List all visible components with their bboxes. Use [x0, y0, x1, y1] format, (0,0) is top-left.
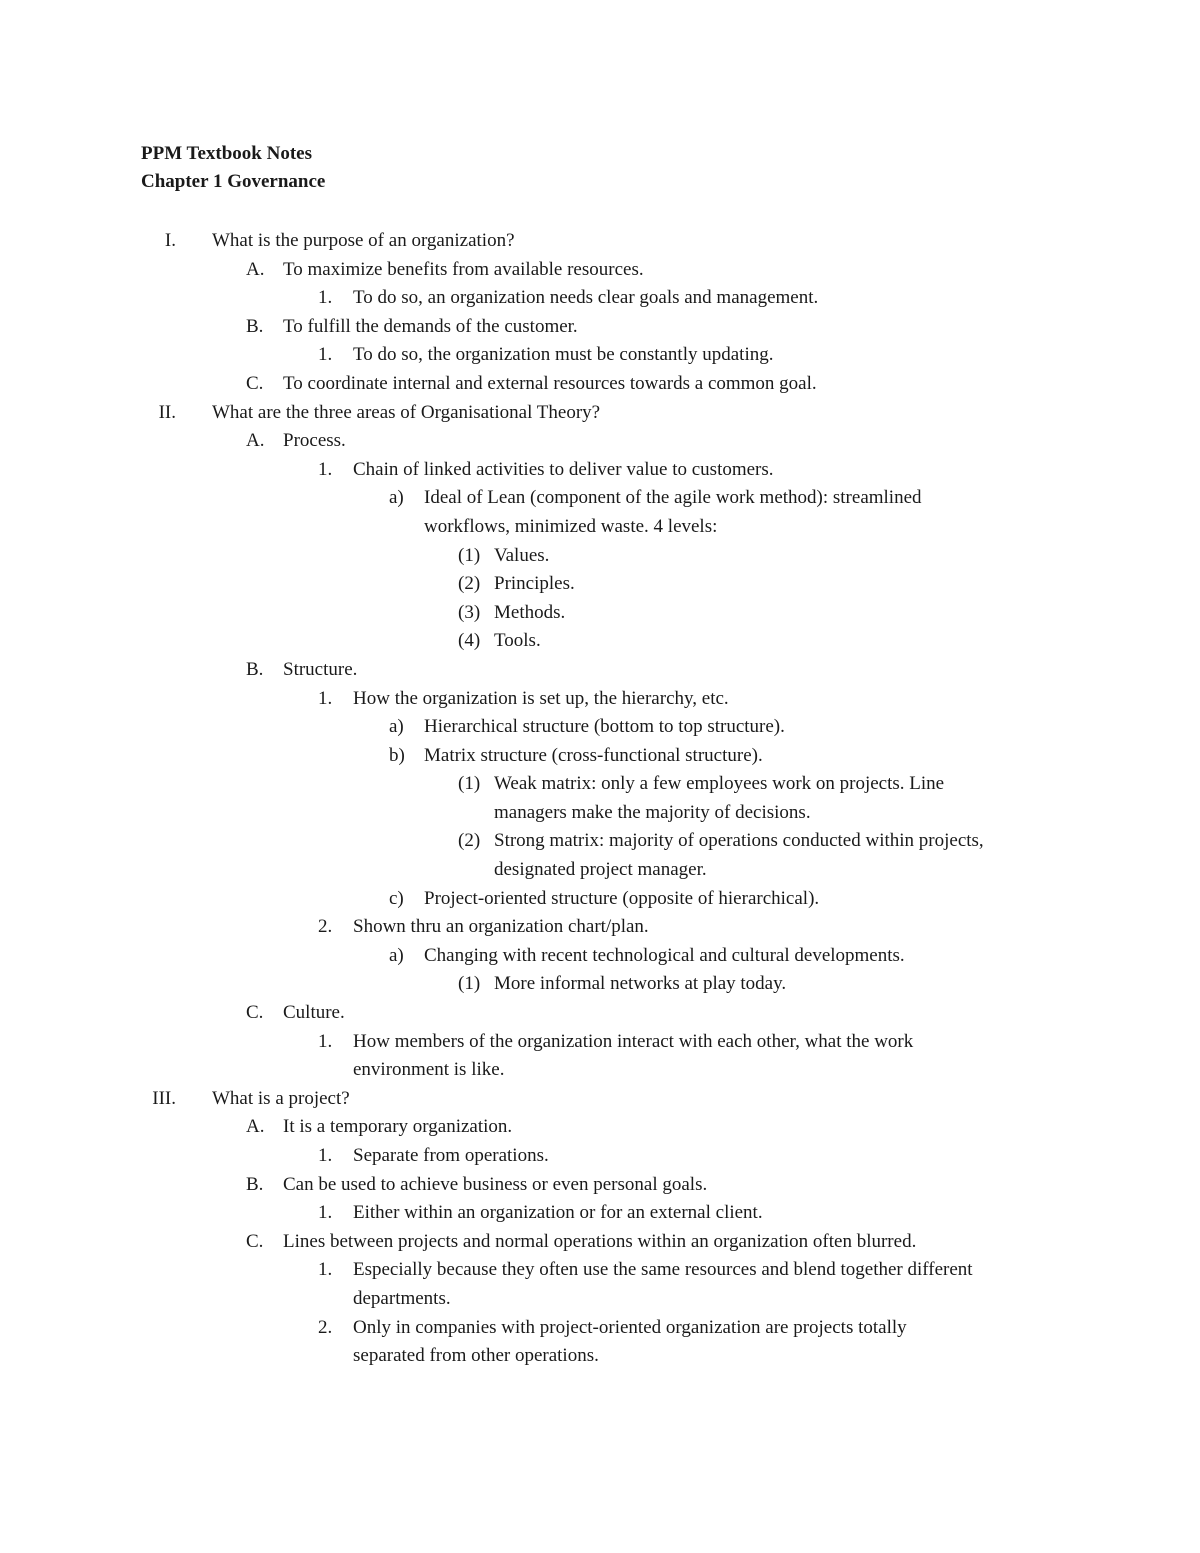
- outline-item-level-3: [0, 1028, 1200, 1085]
- outline-item-level-5: [0, 570, 1200, 599]
- outline-marker: 1.: [318, 1259, 333, 1281]
- outline-item-level-3: [0, 341, 1200, 370]
- outline-marker: 2.: [318, 916, 333, 938]
- outline-item-level-5: [0, 970, 1200, 999]
- outline-text: [424, 742, 1024, 771]
- outline-text-line: Structure.: [283, 658, 358, 680]
- outline-text: [283, 1228, 1200, 1257]
- outline-text: [424, 484, 1024, 541]
- notes-outline: [0, 227, 1200, 1371]
- outline-marker: a): [389, 487, 404, 509]
- outline-text: [283, 656, 1200, 685]
- outline-item-level-5: [0, 542, 1200, 571]
- outline-text-line: To maximize benefits from available resources.: [283, 258, 644, 280]
- chapter-heading: Chapter 1 Governance: [141, 171, 326, 192]
- outline-item-level-4: [0, 742, 1200, 771]
- outline-text: [283, 999, 1200, 1028]
- outline-text-line: Especially because they often use the same resources and blend together different: [353, 1259, 973, 1281]
- outline-marker: A.: [246, 258, 265, 280]
- outline-text-line: More informal networks at play today.: [494, 973, 787, 995]
- outline-text-line: Changing with recent technological and cultural developments.: [424, 944, 905, 966]
- outline-text-line: departments.: [353, 1287, 451, 1309]
- outline-text: [494, 770, 1064, 827]
- outline-text-line: Culture.: [283, 1002, 345, 1024]
- outline-item-level-2: [0, 999, 1200, 1028]
- outline-marker: I.: [164, 230, 176, 251]
- outline-item-level-1: [0, 1085, 1200, 1114]
- outline-item-level-3: [0, 1199, 1200, 1228]
- outline-text-line: Only in companies with project-oriented organization are projects totally: [353, 1316, 907, 1338]
- outline-text-line: Shown thru an organization chart/plan.: [353, 916, 649, 938]
- outline-item-level-5: [0, 827, 1200, 884]
- outline-text: [494, 627, 1064, 656]
- outline-text-line: To coordinate internal and external resources towards a common goal.: [283, 372, 817, 394]
- outline-text: [283, 1113, 1200, 1142]
- outline-text: [283, 313, 1200, 342]
- outline-text-line: Process.: [283, 430, 346, 452]
- outline-text: [353, 1314, 1063, 1371]
- outline-text-line: It is a temporary organization.: [283, 1116, 513, 1138]
- outline-text-line: Matrix structure (cross-functional structure).: [424, 744, 763, 766]
- outline-text-line: To fulfill the demands of the customer.: [283, 315, 578, 337]
- outline-text: [353, 1199, 1063, 1228]
- outline-text-line: workflows, minimized waste. 4 levels:: [424, 515, 718, 537]
- outline-marker: 1.: [318, 344, 333, 366]
- outline-text-line: Lines between projects and normal operations within an organization often blurred.: [283, 1230, 917, 1252]
- outline-item-level-3: [0, 913, 1200, 942]
- outline-text: [353, 1028, 1063, 1085]
- outline-text: [494, 970, 1064, 999]
- outline-marker: 1.: [318, 1202, 333, 1224]
- outline-item-level-3: [0, 1314, 1200, 1371]
- outline-text-line: environment is like.: [353, 1059, 505, 1081]
- outline-item-level-5: [0, 599, 1200, 628]
- outline-marker: 1.: [318, 1030, 333, 1052]
- outline-item-level-4: [0, 942, 1200, 971]
- outline-item-level-2: [0, 427, 1200, 456]
- outline-text-line: Separate from operations.: [353, 1145, 549, 1166]
- outline-text-line: To do so, the organization must be constantly updating.: [353, 344, 774, 366]
- outline-marker: (3): [458, 601, 481, 623]
- outline-text: [424, 942, 1024, 971]
- outline-text: [353, 1142, 1063, 1171]
- outline-text-line: Principles.: [494, 573, 575, 595]
- outline-marker: A.: [246, 430, 265, 452]
- outline-text-line: Hierarchical structure (bottom to top structure).: [424, 716, 785, 738]
- outline-text-line: Tools.: [494, 630, 541, 652]
- outline-text: [353, 1256, 1063, 1313]
- outline-item-level-2: [0, 370, 1200, 399]
- outline-marker: 1.: [318, 287, 333, 309]
- outline-text-line: designated project manager.: [494, 859, 707, 881]
- outline-marker: (1): [458, 973, 481, 995]
- outline-text: [283, 370, 1200, 399]
- outline-text: [424, 713, 1024, 742]
- outline-text-line: Strong matrix: majority of operations conducted within projects,: [494, 830, 984, 852]
- outline-marker: A.: [246, 1116, 265, 1138]
- outline-item-level-3: [0, 1256, 1200, 1313]
- outline-text: [494, 599, 1064, 628]
- outline-text-line: To do so, an organization needs clear goals and management.: [353, 287, 819, 309]
- outline-marker: B.: [246, 658, 264, 680]
- outline-marker: (1): [458, 773, 481, 795]
- outline-marker: (1): [458, 544, 481, 566]
- outline-item-level-2: [0, 1171, 1200, 1200]
- outline-text-line: What are the three areas of Organisational Theory?: [212, 401, 601, 423]
- outline-item-level-2: [0, 1113, 1200, 1142]
- outline-marker: B.: [246, 1173, 264, 1195]
- outline-text: [353, 456, 1063, 485]
- outline-item-level-5: [0, 627, 1200, 656]
- outline-text-line: Values.: [494, 544, 550, 566]
- outline-item-level-1: [0, 227, 1200, 256]
- outline-marker: 1.: [318, 458, 333, 480]
- outline-text-line: What is a project?: [212, 1087, 350, 1109]
- outline-text-line: Ideal of Lean (component of the agile work method): streamlined: [424, 487, 922, 509]
- outline-text: [283, 256, 1200, 285]
- outline-item-level-3: [0, 1142, 1200, 1171]
- outline-item-level-3: [0, 456, 1200, 485]
- outline-item-level-2: [0, 313, 1200, 342]
- outline-text: [212, 399, 1200, 428]
- outline-marker: C.: [246, 1002, 264, 1024]
- outline-text-line: Weak matrix: only a few employees work on projects. Line: [494, 773, 945, 795]
- outline-marker: C.: [246, 372, 264, 394]
- outline-item-level-2: [0, 656, 1200, 685]
- outline-text-line: Project-oriented structure (opposite of hierarchical).: [424, 887, 820, 909]
- outline-text: [353, 685, 1063, 714]
- outline-text-line: separated from other operations.: [353, 1345, 599, 1367]
- outline-marker: II.: [158, 401, 176, 423]
- outline-marker: c): [389, 887, 404, 909]
- outline-marker: a): [389, 716, 404, 738]
- outline-text: [283, 427, 1200, 456]
- outline-marker: C.: [246, 1230, 264, 1252]
- outline-text: [212, 227, 1200, 256]
- outline-text: [283, 1171, 1200, 1200]
- outline-marker: a): [389, 944, 404, 966]
- outline-text: [494, 542, 1064, 571]
- outline-item-level-4: [0, 713, 1200, 742]
- outline-text-line: Either within an organization or for an external client.: [353, 1202, 763, 1224]
- outline-text: [424, 885, 1024, 914]
- outline-text-line: Can be used to achieve business or even personal goals.: [283, 1173, 708, 1195]
- outline-text: [353, 341, 1063, 370]
- outline-marker: III.: [152, 1087, 176, 1109]
- outline-text: [494, 827, 1064, 884]
- outline-text: [212, 1085, 1200, 1114]
- outline-text-line: managers make the majority of decisions.: [494, 801, 811, 823]
- outline-marker: B.: [246, 315, 264, 337]
- outline-marker: (2): [458, 573, 481, 595]
- outline-marker: 1.: [318, 1145, 333, 1166]
- outline-marker: (4): [458, 630, 481, 652]
- outline-text: [494, 570, 1064, 599]
- outline-marker: b): [389, 744, 405, 766]
- outline-marker: 2.: [318, 1316, 333, 1338]
- outline-marker: (2): [458, 830, 481, 852]
- outline-text-line: Chain of linked activities to deliver value to customers.: [353, 458, 774, 480]
- outline-item-level-2: [0, 256, 1200, 285]
- outline-text: [353, 913, 1063, 942]
- outline-text-line: Methods.: [494, 601, 566, 623]
- outline-item-level-3: [0, 685, 1200, 714]
- outline-text-line: How the organization is set up, the hierarchy, etc.: [353, 687, 729, 709]
- outline-item-level-1: [0, 399, 1200, 428]
- outline-item-level-4: [0, 484, 1200, 541]
- outline-marker: 1.: [318, 687, 333, 709]
- outline-item-level-2: [0, 1228, 1200, 1257]
- outline-text-line: What is the purpose of an organization?: [212, 230, 515, 251]
- document-title: PPM Textbook Notes: [141, 143, 312, 164]
- outline-item-level-3: [0, 284, 1200, 313]
- outline-text-line: How members of the organization interact with each other, what the work: [353, 1030, 914, 1052]
- outline-item-level-4: [0, 885, 1200, 914]
- outline-item-level-5: [0, 770, 1200, 827]
- outline-text: [353, 284, 1063, 313]
